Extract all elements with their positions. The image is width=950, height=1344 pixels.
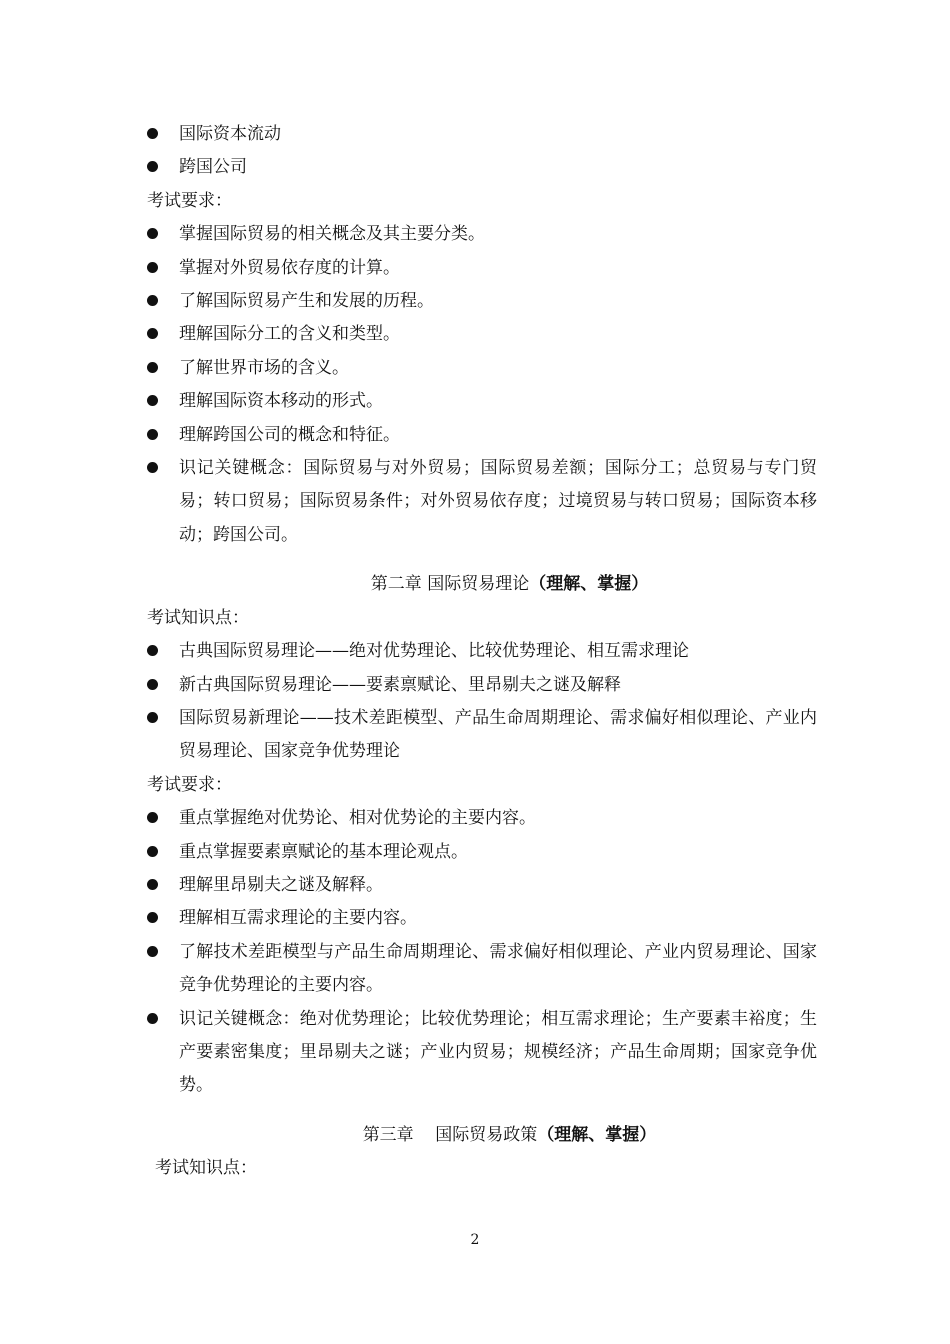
list-item: [147, 252, 817, 285]
list-item-text: 了解世界市场的含义。: [179, 357, 349, 378]
chapter-3-heading: [147, 1119, 817, 1152]
bullet-icon: [147, 869, 179, 902]
list-item-text: 掌握对外贸易依存度的计算。: [179, 257, 400, 278]
exam-requirements-label: 考试要求：: [147, 190, 232, 211]
bullet-icon: [147, 285, 179, 318]
bullet-icon: [147, 118, 179, 151]
list-item-text: 国际贸易新理论——技术差距模型、产品生命周期理论、需求偏好相似理论、产业内贸易理论、国家竞争优势理论: [179, 707, 817, 762]
list-item: [147, 869, 817, 902]
list-item-text: 理解相互需求理论的主要内容。: [179, 908, 417, 929]
chapter-3-title-emphasis: （理解、掌握）: [537, 1124, 657, 1145]
list-item: [147, 218, 817, 251]
bullet-icon: [147, 936, 179, 1003]
list-item: [147, 452, 817, 552]
bullet-icon: [147, 702, 179, 769]
bullet-icon: [147, 318, 179, 351]
bullet-icon: [147, 635, 179, 668]
bullet-icon: [147, 802, 179, 835]
bullet-icon: [147, 385, 179, 418]
bullet-icon: [147, 252, 179, 285]
list-item-text: 国际资本流动: [179, 124, 281, 144]
list-item: [147, 352, 817, 385]
bullet-icon: [147, 902, 179, 935]
list-item: [147, 635, 817, 668]
knowledge-points-label: 考试知识点：: [155, 1158, 257, 1179]
list-item-text: 了解国际贸易产生和发展的历程。: [179, 291, 434, 312]
list-item: [147, 836, 817, 869]
list-item-text: 重点掌握要素禀赋论的基本理论观点。: [179, 841, 468, 862]
list-item: [147, 419, 817, 452]
list-item-text: 新古典国际贸易理论——要素禀赋论、里昂剔夫之谜及解释: [179, 674, 621, 695]
page-number: 2: [470, 1232, 480, 1248]
chapter-2-heading: [147, 568, 817, 601]
bullet-icon: [147, 836, 179, 869]
list-item: [147, 285, 817, 318]
list-item-text: 识记关键概念：绝对优势理论；比较优势理论；相互需求理论；生产要素丰裕度；生产要素密集度；里昂剔夫之谜；产业内贸易；规模经济；产品生命周期；国家竞争优势。: [179, 1008, 817, 1096]
list-item: [147, 802, 817, 835]
list-item: [147, 118, 817, 151]
bullet-icon: [147, 1003, 179, 1103]
bullet-icon: [147, 218, 179, 251]
list-item-text: 理解跨国公司的概念和特征。: [179, 424, 400, 445]
exam-requirements-label: 考试要求：: [147, 774, 232, 795]
bullet-icon: [147, 419, 179, 452]
list-item: [147, 318, 817, 351]
list-item: [147, 669, 817, 702]
list-item-text: 重点掌握绝对优势论、相对优势论的主要内容。: [179, 808, 536, 829]
list-item: [147, 702, 817, 769]
list-item-text: 理解里昂剔夫之谜及解释。: [179, 874, 383, 895]
list-item-text: 识记关键概念：国际贸易与对外贸易；国际贸易差额；国际分工；总贸易与专门贸易；转口贸易；国际贸易条件；对外贸易依存度；过境贸易与转口贸易；国际资本移动；跨国公司。: [179, 458, 817, 545]
list-item-text: 了解技术差距模型与产品生命周期理论、需求偏好相似理论、产业内贸易理论、国家竞争优势理论的主要内容。: [179, 941, 817, 996]
list-item-text: 古典国际贸易理论——绝对优势理论、比较优势理论、相互需求理论: [179, 641, 689, 662]
knowledge-points-label: 考试知识点：: [147, 607, 249, 628]
chapter-2-title: 第二章 国际贸易理论: [370, 574, 530, 595]
bullet-icon: [147, 669, 179, 702]
list-item: [147, 902, 817, 935]
bullet-icon: [147, 452, 179, 552]
page-content: [147, 118, 817, 1186]
list-item: [147, 385, 817, 418]
bullet-icon: [147, 151, 179, 184]
list-item: [147, 1003, 817, 1103]
bullet-icon: [147, 352, 179, 385]
list-item: [147, 151, 817, 184]
list-item-text: 理解国际分工的含义和类型。: [179, 324, 400, 345]
list-item-text: 理解国际资本移动的形式。: [179, 391, 383, 412]
list-item: [147, 936, 817, 1003]
list-item-text: 掌握国际贸易的相关概念及其主要分类。: [179, 224, 485, 245]
list-item-text: 跨国公司: [179, 157, 247, 178]
chapter-2-title-emphasis: （理解、掌握）: [529, 574, 649, 595]
chapter-3-title: 第三章 国际贸易政策: [362, 1124, 538, 1145]
